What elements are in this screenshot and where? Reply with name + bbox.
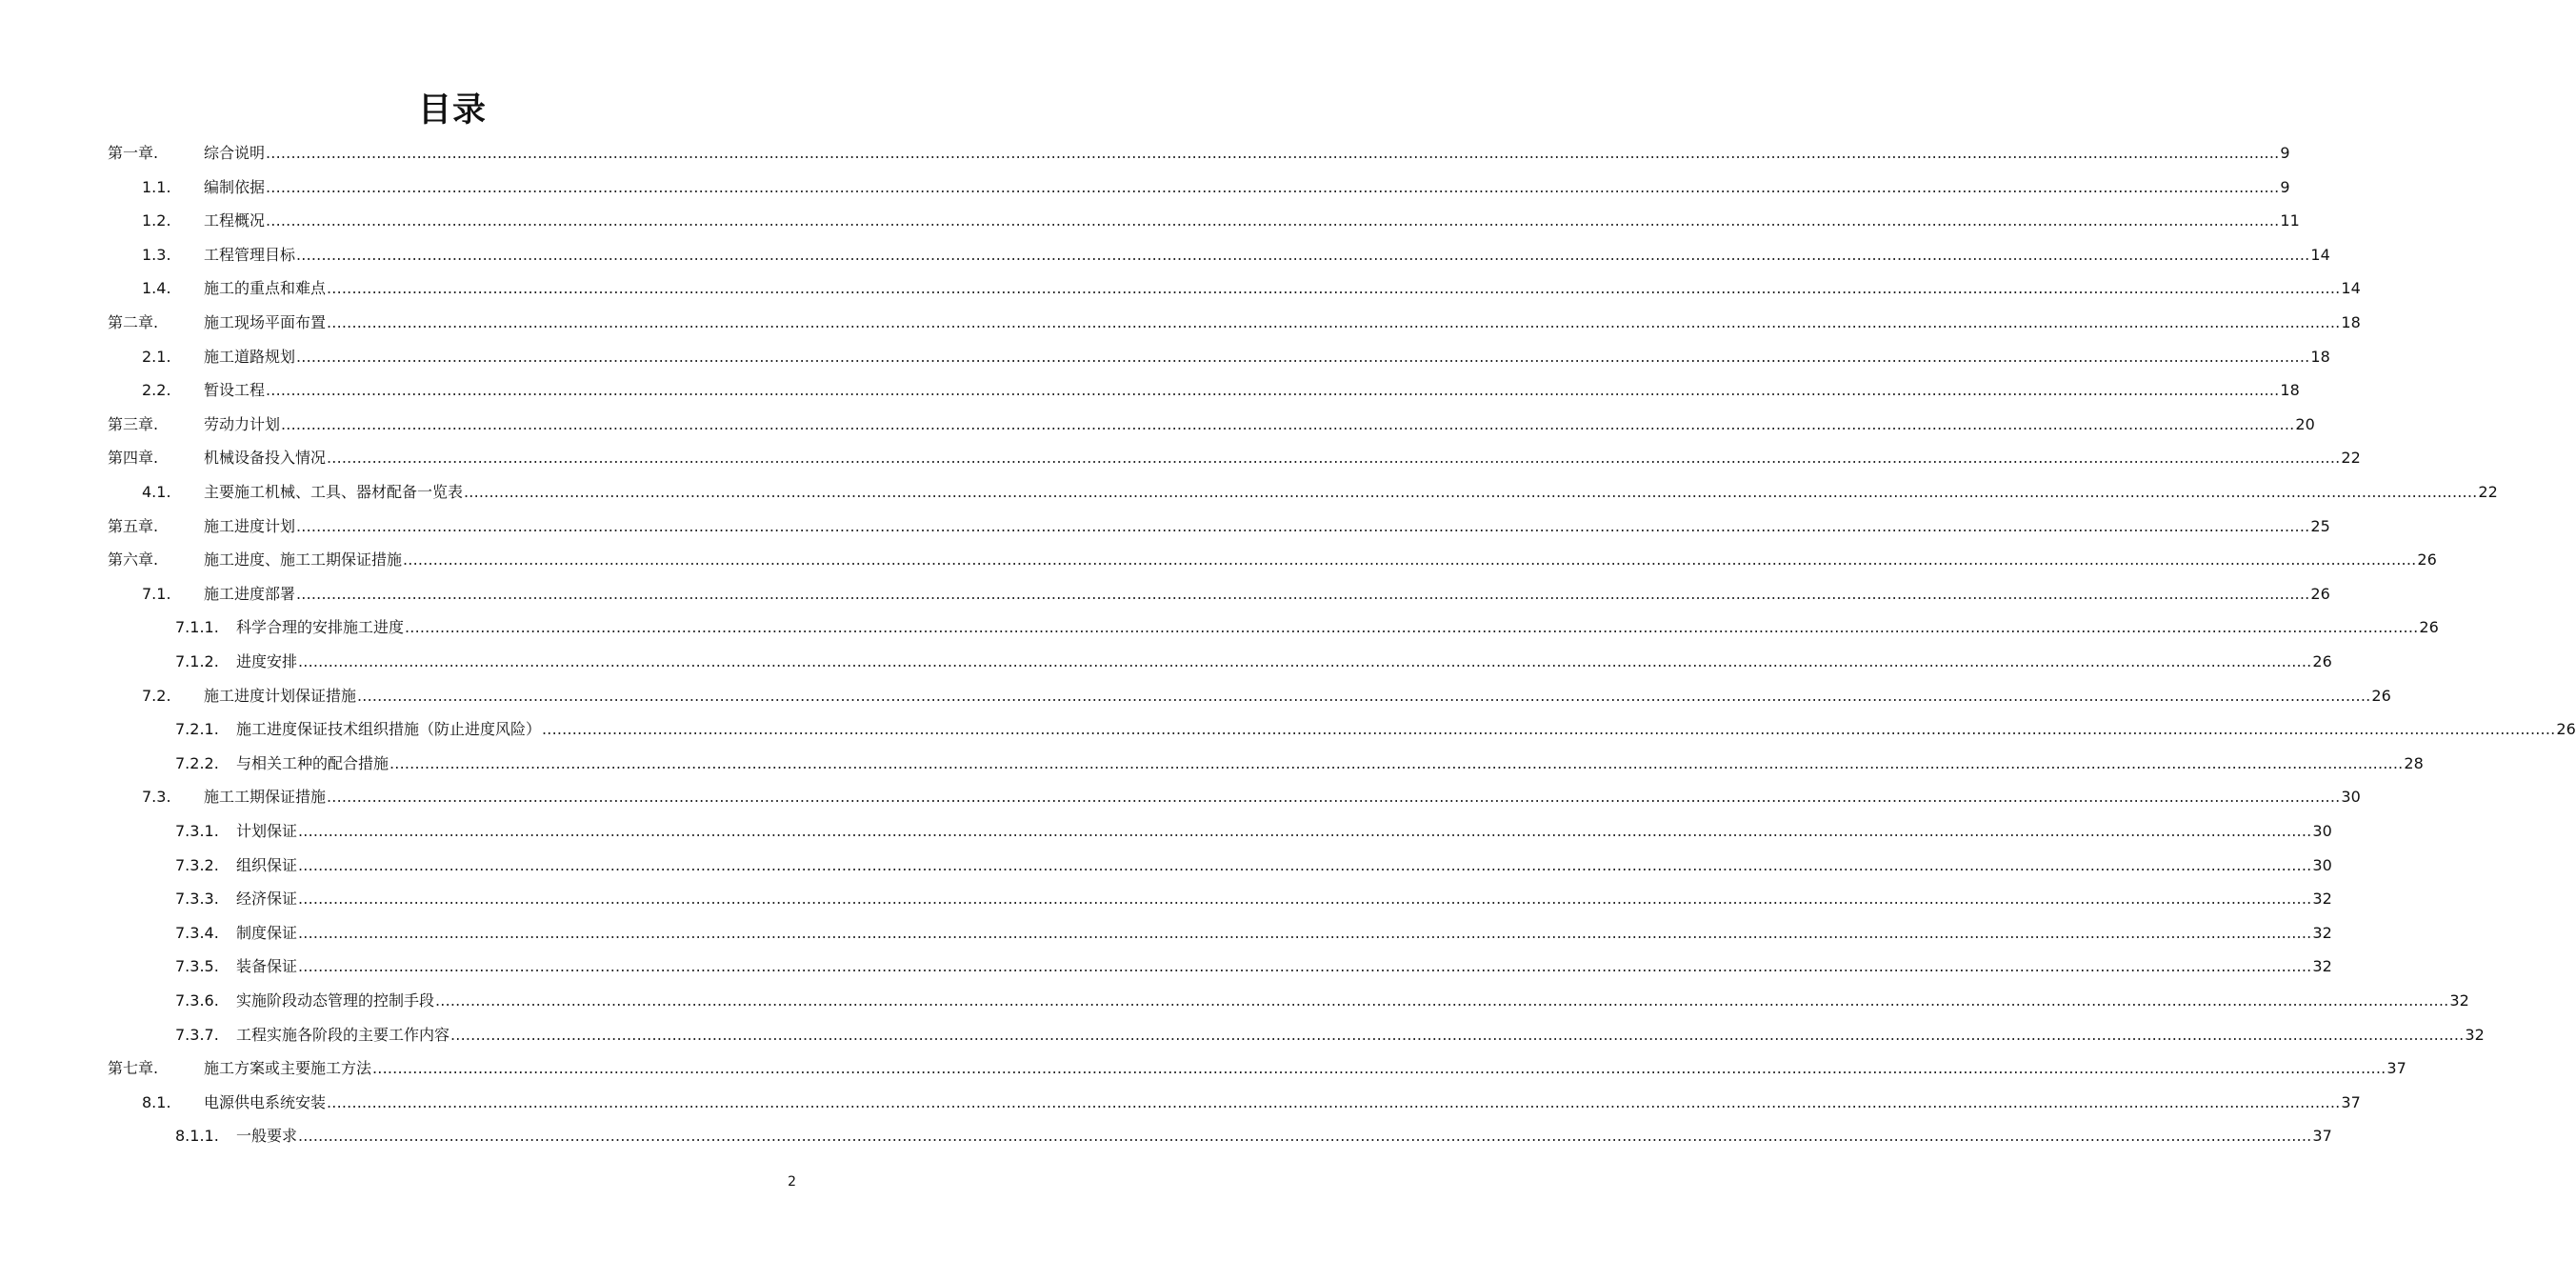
toc-entry-line	[204, 550, 2437, 570]
toc-entry-line	[204, 178, 2290, 197]
toc-entry-number: 第一章.	[108, 144, 159, 162]
toc-entry-line	[236, 856, 2332, 875]
toc-entry[interactable]	[0, 916, 2332, 950]
toc-dot-leader: ................................................................................................................................................................................................................................................................................................................................................................................................................	[327, 313, 2341, 331]
toc-entry-title: 劳动力计划	[204, 415, 281, 433]
toc-entry-number: 1.3.	[142, 246, 171, 264]
toc-entry-number: 2.2.	[142, 381, 171, 399]
toc-entry-title: 装备保证	[236, 957, 298, 975]
toc-entry-number: 8.1.	[142, 1093, 171, 1111]
toc-entry-number: 7.3.5.	[175, 957, 219, 975]
toc-entry-title: 工程实施各阶段的主要工作内容	[236, 1026, 450, 1044]
toc-entry-page: 26	[2371, 687, 2391, 705]
toc-entry-title: 暂设工程	[204, 381, 266, 399]
toc-dot-leader: ................................................................................................................................................................................................................................................................................................................................................................................................................	[298, 652, 2312, 670]
toc-entry-page: 18	[2341, 313, 2361, 331]
toc-entry-number: 7.3.1.	[175, 822, 219, 840]
toc-entry-title: 实施阶段动态管理的控制手段	[236, 991, 435, 1010]
toc-entry[interactable]	[0, 984, 2469, 1018]
toc-entry[interactable]	[0, 610, 2439, 645]
toc-dot-leader: ................................................................................................................................................................................................................................................................................................................................................................................................................	[464, 483, 2478, 501]
toc-dot-leader: ................................................................................................................................................................................................................................................................................................................................................................................................................	[296, 246, 2310, 264]
toc-dot-leader: ................................................................................................................................................................................................................................................................................................................................................................................................................	[298, 822, 2312, 840]
toc-entry[interactable]	[0, 1119, 2332, 1153]
toc-entry-page: 32	[2312, 957, 2332, 975]
toc-entry-page: 22	[2478, 483, 2498, 501]
toc-entry-line	[236, 822, 2332, 841]
toc-entry-title: 一般要求	[236, 1127, 298, 1145]
toc-entry-title: 计划保证	[236, 822, 298, 840]
toc-entry-number: 第六章.	[108, 550, 159, 569]
toc-entry-title: 制度保证	[236, 924, 298, 942]
toc-entry-page: 26	[2419, 618, 2439, 636]
toc-dot-leader: ................................................................................................................................................................................................................................................................................................................................................................................................................	[298, 856, 2312, 874]
toc-dot-leader: ................................................................................................................................................................................................................................................................................................................................................................................................................	[372, 1059, 2386, 1077]
toc-dot-leader: ................................................................................................................................................................................................................................................................................................................................................................................................................	[266, 144, 2280, 162]
toc-entry-line	[236, 652, 2332, 671]
toc-dot-leader: ................................................................................................................................................................................................................................................................................................................................................................................................................	[327, 1093, 2341, 1111]
toc-entry-title: 综合说明	[204, 144, 266, 162]
toc-entry-line	[236, 924, 2332, 943]
toc-entry[interactable]	[0, 271, 2361, 306]
toc-entry-title: 施工道路规划	[204, 348, 296, 366]
toc-entry-page: 18	[2280, 381, 2300, 399]
toc-dot-leader: ................................................................................................................................................................................................................................................................................................................................................................................................................	[327, 279, 2341, 297]
toc-dot-leader: ................................................................................................................................................................................................................................................................................................................................................................................................................	[296, 348, 2310, 366]
toc-entry-number: 7.3.3.	[175, 890, 219, 908]
toc-dot-leader: ................................................................................................................................................................................................................................................................................................................................................................................................................	[298, 957, 2312, 975]
toc-entry-line	[236, 720, 2576, 739]
toc-entry-title: 施工进度计划	[204, 517, 296, 535]
toc-entry-page: 18	[2310, 348, 2330, 366]
toc-entry-page: 32	[2465, 1026, 2485, 1044]
toc-entry-title: 工程管理目标	[204, 246, 296, 264]
toc-entry-number: 1.2.	[142, 211, 171, 230]
toc-entry-title: 与相关工种的配合措施	[236, 754, 389, 772]
toc-entry-number: 7.3.2.	[175, 856, 219, 874]
toc-entry-page: 28	[2404, 754, 2424, 772]
toc-entry[interactable]	[0, 577, 2330, 611]
toc-entry-number: 1.1.	[142, 178, 171, 196]
toc-entry-line	[204, 279, 2361, 298]
toc-entry-page: 11	[2280, 211, 2300, 230]
toc-dot-leader: ................................................................................................................................................................................................................................................................................................................................................................................................................	[403, 550, 2417, 569]
toc-entry-line	[236, 957, 2332, 976]
toc-entry[interactable]	[0, 408, 2315, 442]
toc-entry-line	[236, 991, 2469, 1010]
toc-dot-leader: ................................................................................................................................................................................................................................................................................................................................................................................................................	[298, 1127, 2312, 1145]
toc-entry-line	[236, 618, 2439, 637]
toc-dot-leader: ................................................................................................................................................................................................................................................................................................................................................................................................................	[357, 687, 2371, 705]
toc-entry-page: 32	[2449, 991, 2469, 1010]
toc-dot-leader: ................................................................................................................................................................................................................................................................................................................................................................................................................	[450, 1026, 2465, 1044]
toc-entry[interactable]	[0, 882, 2332, 916]
toc-entry-title: 施工工期保证措施	[204, 788, 327, 806]
toc-entry-page: 9	[2280, 178, 2290, 196]
toc-entry-title: 施工进度保证技术组织措施（防止进度风险）	[236, 720, 542, 738]
toc-entry-title: 经济保证	[236, 890, 298, 908]
toc-entry-title: 组织保证	[236, 856, 298, 874]
toc-dot-leader: ................................................................................................................................................................................................................................................................................................................................................................................................................	[266, 381, 2280, 399]
toc-entry[interactable]	[0, 849, 2332, 883]
toc-entry-line	[204, 246, 2330, 265]
toc-entry-line	[236, 754, 2424, 773]
toc-entry-page: 30	[2312, 822, 2332, 840]
toc-entry-line	[204, 483, 2498, 502]
toc-entry-line	[236, 1026, 2485, 1045]
toc-dot-leader: ................................................................................................................................................................................................................................................................................................................................................................................................................	[405, 618, 2419, 636]
toc-dot-leader: ................................................................................................................................................................................................................................................................................................................................................................................................................	[266, 211, 2280, 230]
toc-entry-line	[204, 1093, 2361, 1112]
toc-entry-number: 7.3.7.	[175, 1026, 219, 1044]
toc-entry[interactable]	[0, 204, 2300, 238]
toc-entry[interactable]	[0, 1086, 2361, 1120]
toc-entry[interactable]	[0, 814, 2332, 849]
toc-dot-leader: ................................................................................................................................................................................................................................................................................................................................................................................................................	[281, 415, 2295, 433]
toc-entry-page: 26	[2312, 652, 2332, 670]
toc-entry-title: 工程概况	[204, 211, 266, 230]
toc-entry[interactable]	[0, 950, 2332, 984]
toc-entry-page: 32	[2312, 924, 2332, 942]
toc-entry-line	[204, 1059, 2406, 1078]
toc-entry-title: 施工进度部署	[204, 585, 296, 603]
toc-entry-line	[204, 348, 2330, 367]
toc-entry-number: 第三章.	[108, 415, 159, 433]
toc-dot-leader: ................................................................................................................................................................................................................................................................................................................................................................................................................	[327, 449, 2341, 467]
toc-entry-page: 26	[2310, 585, 2330, 603]
toc-entry[interactable]	[0, 238, 2330, 272]
toc-entry-title: 施工的重点和难点	[204, 279, 327, 297]
toc-entry-number: 7.2.1.	[175, 720, 219, 738]
toc-entry-line	[204, 381, 2300, 400]
toc-entry-title: 主要施工机械、工具、器材配备一览表	[204, 483, 464, 501]
toc-entry[interactable]	[0, 543, 2437, 577]
toc-entry-page: 26	[2417, 550, 2437, 569]
toc-dot-leader: ................................................................................................................................................................................................................................................................................................................................................................................................................	[327, 788, 2341, 806]
toc-entry-title: 科学合理的安排施工进度	[236, 618, 405, 636]
toc-entry[interactable]	[0, 712, 2576, 747]
toc-entry-page: 30	[2341, 788, 2361, 806]
toc-entry[interactable]	[0, 475, 2498, 510]
toc-entry-title: 施工进度计划保证措施	[204, 687, 357, 705]
toc-entry-number: 7.3.	[142, 788, 171, 806]
toc-entry-line	[204, 449, 2361, 468]
toc-dot-leader: ................................................................................................................................................................................................................................................................................................................................................................................................................	[298, 890, 2312, 908]
toc-dot-leader: ................................................................................................................................................................................................................................................................................................................................................................................................................	[542, 720, 2556, 738]
toc-entry-title: 进度安排	[236, 652, 298, 670]
toc-entry-title: 电源供电系统安装	[204, 1093, 327, 1111]
toc-dot-leader: ................................................................................................................................................................................................................................................................................................................................................................................................................	[389, 754, 2404, 772]
toc-entry-number: 7.2.	[142, 687, 171, 705]
toc-entry-line	[204, 415, 2315, 434]
toc-entry[interactable]	[0, 1018, 2485, 1052]
toc-entry-line	[204, 144, 2290, 163]
toc-entry-line	[204, 687, 2391, 706]
toc-entry-page: 14	[2341, 279, 2361, 297]
toc-entry[interactable]	[0, 136, 2290, 170]
toc-entry-page: 37	[2341, 1093, 2361, 1111]
toc-entry-line	[204, 788, 2361, 807]
toc-entry-number: 2.1.	[142, 348, 171, 366]
toc-dot-leader: ................................................................................................................................................................................................................................................................................................................................................................................................................	[435, 991, 2449, 1010]
toc-dot-leader: ................................................................................................................................................................................................................................................................................................................................................................................................................	[298, 924, 2312, 942]
toc-entry-line	[236, 890, 2332, 909]
toc-entry[interactable]	[0, 679, 2391, 713]
toc-entry-title: 施工现场平面布置	[204, 313, 327, 331]
toc-entry-line	[204, 585, 2330, 604]
toc-entry-title: 施工进度、施工工期保证措施	[204, 550, 403, 569]
toc-dot-leader: ................................................................................................................................................................................................................................................................................................................................................................................................................	[296, 517, 2310, 535]
toc-entry-number: 7.3.6.	[175, 991, 219, 1010]
toc-entry-line	[204, 313, 2361, 332]
toc-entry-page: 37	[2312, 1127, 2332, 1145]
toc-entry[interactable]	[0, 373, 2300, 408]
toc-entry-page: 26	[2556, 720, 2576, 738]
toc-entry-number: 7.2.2.	[175, 754, 219, 772]
toc-entry-title: 编制依据	[204, 178, 266, 196]
toc-entry-page: 20	[2295, 415, 2315, 433]
toc-entry[interactable]	[0, 780, 2361, 814]
toc-entry-page: 14	[2310, 246, 2330, 264]
toc-entry-page: 9	[2280, 144, 2290, 162]
toc-entry-number: 7.1.2.	[175, 652, 219, 670]
toc-entry[interactable]	[0, 1051, 2406, 1086]
toc-entry-page: 37	[2386, 1059, 2406, 1077]
toc-entry-title: 施工方案或主要施工方法	[204, 1059, 372, 1077]
toc-entry-number: 第四章.	[108, 449, 159, 467]
toc-entry-number: 第二章.	[108, 313, 159, 331]
toc-entry-number: 7.3.4.	[175, 924, 219, 942]
toc-dot-leader: ................................................................................................................................................................................................................................................................................................................................................................................................................	[296, 585, 2310, 603]
toc-entry[interactable]	[0, 510, 2330, 544]
page-title: 目录	[417, 91, 487, 130]
toc-entry-page: 25	[2310, 517, 2330, 535]
toc-entry[interactable]	[0, 441, 2361, 475]
toc-entry[interactable]	[0, 170, 2290, 205]
toc-entry-line	[204, 517, 2330, 536]
toc-entry[interactable]	[0, 645, 2332, 679]
toc-entry[interactable]	[0, 340, 2330, 374]
toc-entry-line	[204, 211, 2300, 230]
toc-entry-page: 30	[2312, 856, 2332, 874]
toc-entry-number: 8.1.1.	[175, 1127, 219, 1145]
toc-entry-number: 第五章.	[108, 517, 159, 535]
toc-entry-title: 机械设备投入情况	[204, 449, 327, 467]
page-number: 2	[788, 1174, 796, 1190]
toc-entry[interactable]	[0, 306, 2361, 340]
toc-entry-number: 7.1.	[142, 585, 171, 603]
toc-entry[interactable]	[0, 747, 2424, 781]
toc-dot-leader: ................................................................................................................................................................................................................................................................................................................................................................................................................	[266, 178, 2280, 196]
toc-entry-number: 7.1.1.	[175, 618, 219, 636]
toc-entry-page: 22	[2341, 449, 2361, 467]
toc-entry-page: 32	[2312, 890, 2332, 908]
toc-entry-number: 4.1.	[142, 483, 171, 501]
toc-entry-line	[236, 1127, 2332, 1146]
toc-entry-number: 1.4.	[142, 279, 171, 297]
toc-entry-number: 第七章.	[108, 1059, 159, 1077]
